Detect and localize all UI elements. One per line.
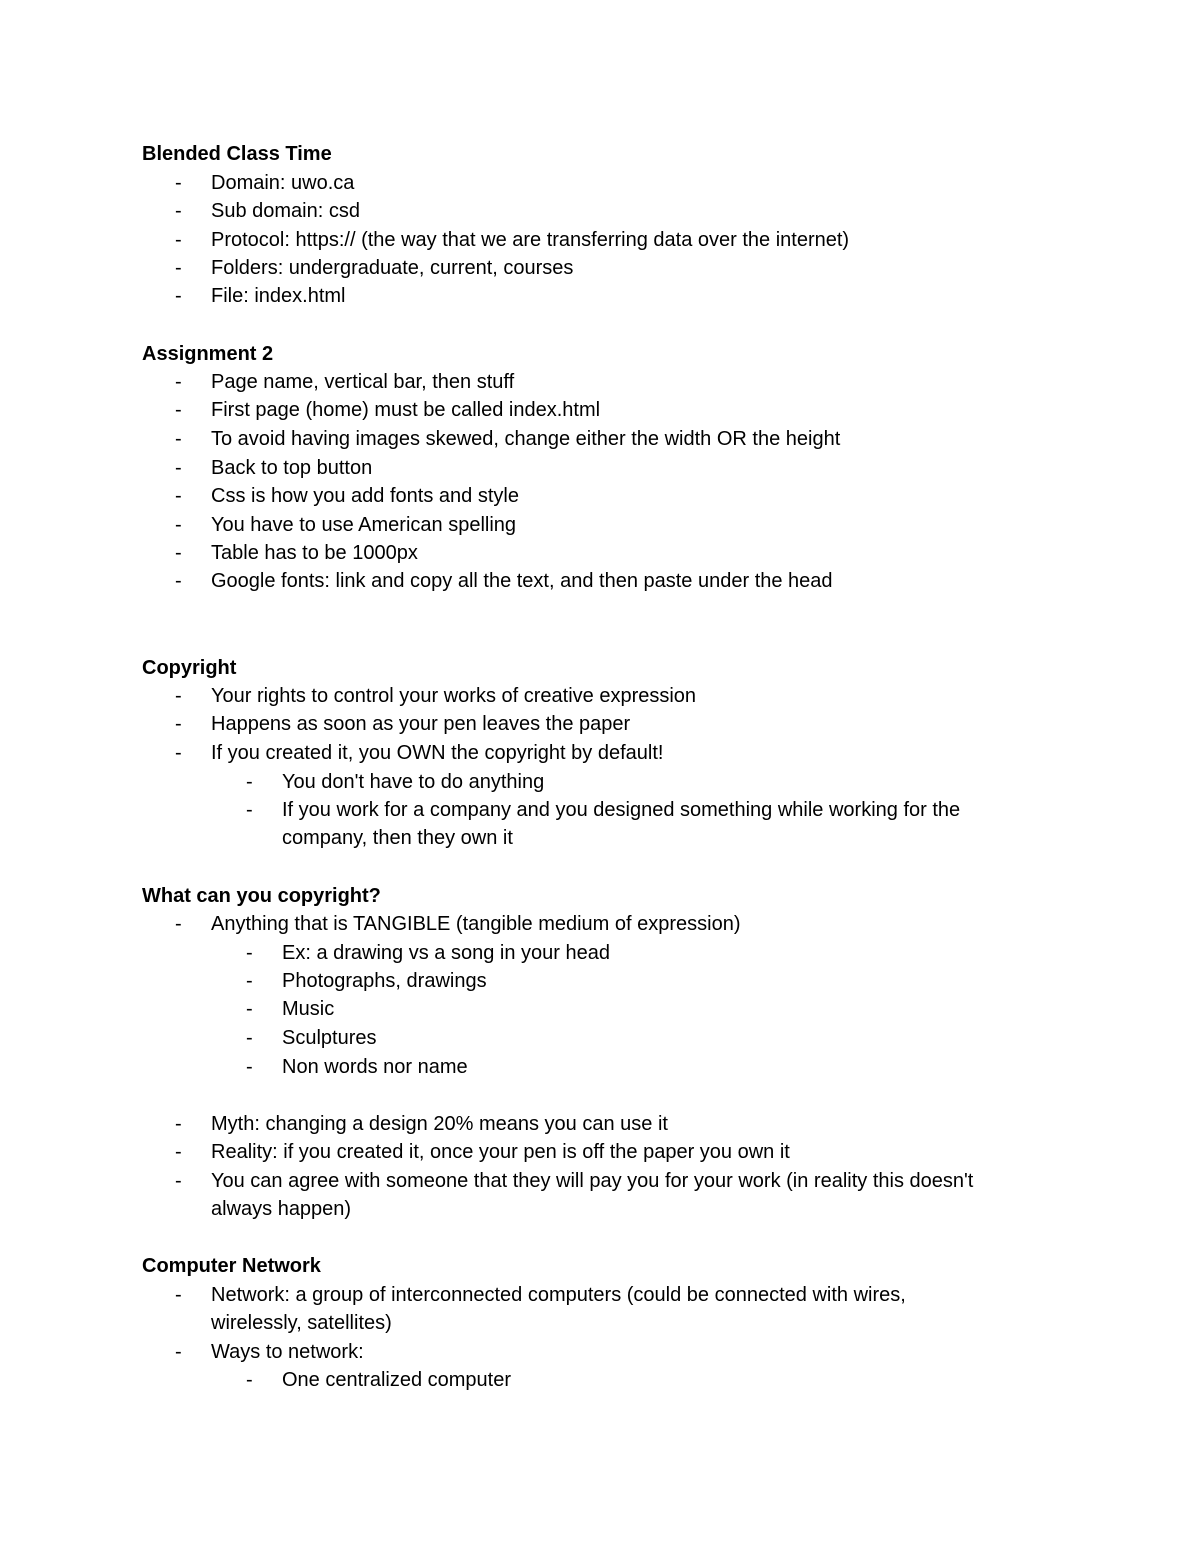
list-item-text: Happens as soon as your pen leaves the paper — [211, 713, 631, 735]
list-item-text: You can agree with someone that they will pay you for your work (in reality this doesn't — [211, 1170, 974, 1192]
bullet-dash: - — [175, 542, 182, 564]
list-item-text: First page (home) must be called index.html — [211, 399, 601, 421]
bullet-dash: - — [175, 457, 182, 479]
bullet-dash: - — [175, 399, 182, 421]
bullet-dash: - — [175, 285, 182, 307]
list-item-text: One centralized computer — [282, 1369, 512, 1391]
list-item-text: You have to use American spelling — [211, 514, 517, 536]
list-item-text: Myth: changing a design 20% means you can use it — [211, 1113, 668, 1135]
bullet-dash: - — [175, 485, 182, 507]
list-item-text: Back to top button — [211, 457, 373, 479]
list-item-text: Music — [282, 998, 335, 1020]
list-item-text: Sub domain: csd — [211, 200, 360, 222]
bullet-dash: - — [175, 200, 182, 222]
list-item-text: If you work for a company and you designed something while working for the — [282, 799, 961, 821]
list-item-text: Ex: a drawing vs a song in your head — [282, 942, 610, 964]
heading-copyright: Copyright — [142, 657, 237, 679]
bullet-dash: - — [175, 172, 182, 194]
list-item-text: Ways to network: — [211, 1341, 364, 1363]
bullet-dash: - — [175, 1141, 182, 1163]
list-item-text: Folders: undergraduate, current, courses — [211, 257, 574, 279]
bullet-dash: - — [175, 257, 182, 279]
bullet-dash: - — [175, 514, 182, 536]
heading-assignment-2: Assignment 2 — [142, 343, 274, 365]
bullet-dash: - — [246, 942, 253, 964]
list-item-text: Non words nor name — [282, 1056, 468, 1078]
list-item-text: Css is how you add fonts and style — [211, 485, 519, 507]
list-item-text: You don't have to do anything — [282, 771, 545, 793]
list-item-text: Network: a group of interconnected computers (could be connected with wires, — [211, 1284, 906, 1306]
list-item-text: Google fonts: link and copy all the text, and then paste under the head — [211, 570, 833, 592]
bullet-dash: - — [246, 799, 253, 821]
bullet-dash: - — [175, 685, 182, 707]
list-item-continuation: wirelessly, satellites) — [211, 1312, 392, 1334]
heading-blended-class-time: Blended Class Time — [142, 143, 332, 165]
list-item-text: Table has to be 1000px — [211, 542, 418, 564]
list-item-text: To avoid having images skewed, change either the width OR the height — [211, 428, 841, 450]
bullet-dash: - — [175, 742, 182, 764]
bullet-dash: - — [246, 771, 253, 793]
list-item-text: If you created it, you OWN the copyright by default! — [211, 742, 664, 764]
bullet-dash: - — [175, 713, 182, 735]
bullet-dash: - — [175, 229, 182, 251]
list-item-text: Anything that is TANGIBLE (tangible medium of expression) — [211, 913, 741, 935]
bullet-dash: - — [175, 1341, 182, 1363]
bullet-dash: - — [175, 570, 182, 592]
bullet-dash: - — [175, 1284, 182, 1306]
list-item-text: Page name, vertical bar, then stuff — [211, 371, 515, 393]
bullet-dash: - — [246, 998, 253, 1020]
list-item-text: Reality: if you created it, once your pen is off the paper you own it — [211, 1141, 790, 1163]
list-item-text: Your rights to control your works of creative expression — [211, 685, 697, 707]
bullet-dash: - — [175, 1170, 182, 1192]
list-item-text: Domain: uwo.ca — [211, 172, 355, 194]
list-item-continuation: always happen) — [211, 1198, 352, 1220]
bullet-dash: - — [175, 371, 182, 393]
list-item-text: Protocol: https:// (the way that we are transferring data over the internet) — [211, 229, 850, 251]
bullet-dash: - — [175, 1113, 182, 1135]
list-item-text: Sculptures — [282, 1027, 377, 1049]
heading-computer-network: Computer Network — [142, 1255, 321, 1277]
bullet-dash: - — [246, 970, 253, 992]
bullet-dash: - — [175, 428, 182, 450]
list-item-text: File: index.html — [211, 285, 346, 307]
heading-what-can-you-copyright: What can you copyright? — [142, 885, 381, 907]
bullet-dash: - — [246, 1369, 253, 1391]
bullet-dash: - — [246, 1027, 253, 1049]
bullet-dash: - — [175, 913, 182, 935]
list-item-text: Photographs, drawings — [282, 970, 487, 992]
list-item-continuation: company, then they own it — [282, 827, 513, 849]
bullet-dash: - — [246, 1056, 253, 1078]
